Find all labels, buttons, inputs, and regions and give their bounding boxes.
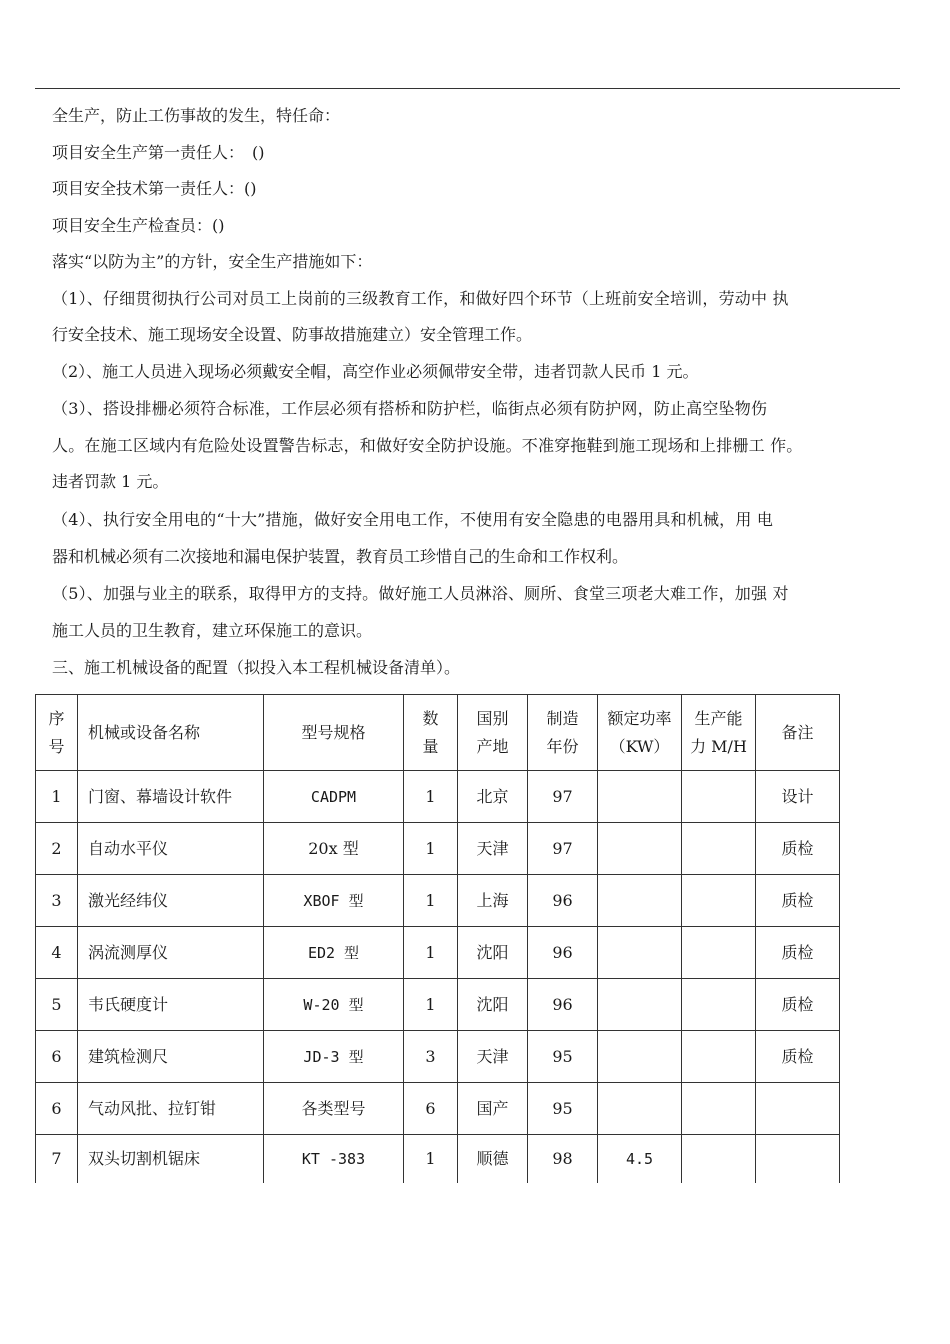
header-rule <box>35 88 900 89</box>
cell-model: KT -383 <box>264 1135 404 1184</box>
cell-model: W-20 型 <box>264 979 404 1031</box>
header-origin: 国别 产地 <box>458 695 528 771</box>
cell-year: 97 <box>528 823 598 875</box>
cell-year: 98 <box>528 1135 598 1184</box>
cell-no: 1 <box>36 771 78 823</box>
cell-model: 各类型号 <box>264 1083 404 1135</box>
cell-name: 双头切割机锯床 <box>78 1135 264 1184</box>
cell-qty: 6 <box>404 1083 458 1135</box>
table-row <box>36 823 840 875</box>
cell-capacity <box>682 1031 756 1083</box>
cell-name: 建筑检测尺 <box>78 1031 264 1083</box>
paragraph-measure-5-line-1: （5）、加强与业主的联系，取得甲方的支持。做好施工人员淋浴、厕所、食堂三项老大难工作，加强 对 <box>52 584 789 603</box>
table-header-row <box>36 695 840 771</box>
cell-year: 96 <box>528 927 598 979</box>
cell-capacity <box>682 823 756 875</box>
cell-name: 自动水平仪 <box>78 823 264 875</box>
cell-remark <box>756 1083 840 1135</box>
cell-origin: 国产 <box>458 1083 528 1135</box>
paragraph-technical-responsible: 项目安全技术第一责任人：() <box>52 179 257 198</box>
table-row <box>36 875 840 927</box>
cell-no: 7 <box>36 1135 78 1184</box>
cell-power <box>598 1031 682 1083</box>
cell-capacity <box>682 1135 756 1184</box>
cell-model: ED2 型 <box>264 927 404 979</box>
cell-capacity <box>682 1083 756 1135</box>
cell-name: 韦氏硬度计 <box>78 979 264 1031</box>
cell-remark: 设计 <box>756 771 840 823</box>
table-row <box>36 1031 840 1083</box>
cell-origin: 上海 <box>458 875 528 927</box>
header-remark: 备注 <box>756 695 840 771</box>
cell-qty: 1 <box>404 771 458 823</box>
cell-year: 95 <box>528 1083 598 1135</box>
cell-power <box>598 771 682 823</box>
paragraph-measure-4-line-1: （4）、执行安全用电的“十大”措施，做好安全用电工作，不使用有安全隐患的电器用具和机械，用 电 <box>52 510 774 529</box>
cell-year: 95 <box>528 1031 598 1083</box>
cell-model: 20x 型 <box>264 823 404 875</box>
header-no: 序 号 <box>36 695 78 771</box>
paragraph-measure-2: （2）、施工人员进入现场必须戴安全帽，高空作业必须佩带安全带，违者罚款人民币 1 元。 <box>52 362 699 381</box>
paragraph-measure-1-line-2: 行安全技术、施工现场安全设置、防事故措施建立）安全管理工作。 <box>52 325 533 344</box>
cell-capacity <box>682 875 756 927</box>
cell-name: 门窗、幕墙设计软件 <box>78 771 264 823</box>
cell-capacity <box>682 979 756 1031</box>
cell-origin: 沈阳 <box>458 979 528 1031</box>
cell-no: 2 <box>36 823 78 875</box>
cell-remark: 质检 <box>756 1031 840 1083</box>
cell-qty: 1 <box>404 927 458 979</box>
table-row <box>36 1083 840 1135</box>
cell-power <box>598 979 682 1031</box>
cell-power <box>598 1083 682 1135</box>
cell-name: 涡流测厚仪 <box>78 927 264 979</box>
cell-no: 6 <box>36 1031 78 1083</box>
paragraph-production-responsible: 项目安全生产第一责任人： () <box>52 143 265 162</box>
cell-remark: 质检 <box>756 875 840 927</box>
cell-name: 气动风批、拉钉钳 <box>78 1083 264 1135</box>
cell-qty: 3 <box>404 1031 458 1083</box>
cell-power <box>598 823 682 875</box>
cell-capacity <box>682 771 756 823</box>
cell-year: 97 <box>528 771 598 823</box>
cell-no: 6 <box>36 1083 78 1135</box>
cell-power <box>598 875 682 927</box>
cell-year: 96 <box>528 979 598 1031</box>
cell-remark: 质检 <box>756 979 840 1031</box>
cell-model: CADPM <box>264 771 404 823</box>
equipment-table <box>35 694 840 1183</box>
cell-power <box>598 927 682 979</box>
header-capacity: 生产能 力 M/H <box>682 695 756 771</box>
cell-origin: 天津 <box>458 823 528 875</box>
paragraph-measure-3-line-2: 人。在施工区域内有危险处设置警告标志，和做好安全防护设施。不准穿拖鞋到施工现场和上排栅工 作。 <box>52 436 803 455</box>
cell-remark: 质检 <box>756 927 840 979</box>
cell-no: 4 <box>36 927 78 979</box>
paragraph-measure-1-line-1: （1）、仔细贯彻执行公司对员工上岗前的三级教育工作，和做好四个环节（上班前安全培训，劳动中 执 <box>52 289 789 308</box>
cell-qty: 1 <box>404 1135 458 1184</box>
cell-qty: 1 <box>404 823 458 875</box>
cell-remark: 质检 <box>756 823 840 875</box>
cell-origin: 天津 <box>458 1031 528 1083</box>
header-power: 额定功率 （KW） <box>598 695 682 771</box>
header-name: 机械或设备名称 <box>78 695 264 771</box>
header-model: 型号规格 <box>264 695 404 771</box>
cell-model: XBOF 型 <box>264 875 404 927</box>
table-row <box>36 979 840 1031</box>
table-row <box>36 1135 840 1184</box>
cell-model: JD-3 型 <box>264 1031 404 1083</box>
paragraph-prevention-policy: 落实“以防为主”的方针，安全生产措施如下： <box>52 252 373 271</box>
cell-year: 96 <box>528 875 598 927</box>
cell-origin: 北京 <box>458 771 528 823</box>
paragraph-measure-5-line-2: 施工人员的卫生教育，建立环保施工的意识。 <box>52 621 373 640</box>
cell-capacity <box>682 927 756 979</box>
table-row <box>36 927 840 979</box>
cell-no: 3 <box>36 875 78 927</box>
cell-qty: 1 <box>404 979 458 1031</box>
table-row <box>36 771 840 823</box>
header-qty: 数 量 <box>404 695 458 771</box>
cell-qty: 1 <box>404 875 458 927</box>
cell-origin: 沈阳 <box>458 927 528 979</box>
header-year: 制造 年份 <box>528 695 598 771</box>
cell-remark <box>756 1135 840 1184</box>
paragraph-inspector: 项目安全生产检查员：() <box>52 216 225 235</box>
cell-power: 4.5 <box>598 1135 682 1184</box>
section-heading-equipment: 三、施工机械设备的配置（拟投入本工程机械设备清单）。 <box>52 658 461 677</box>
cell-origin: 顺德 <box>458 1135 528 1184</box>
paragraph-measure-3-line-1: （3）、搭设排栅必须符合标准，工作层必须有搭桥和防护栏，临街点必须有防护网，防止高空坠物伤 <box>52 399 768 418</box>
paragraph-appointment-intro: 全生产，防止工伤事故的发生，特任命： <box>52 106 341 125</box>
paragraph-measure-3-line-3: 违者罚款 1 元。 <box>52 472 169 491</box>
cell-no: 5 <box>36 979 78 1031</box>
paragraph-measure-4-line-2: 器和机械必须有二次接地和漏电保护装置，教育员工珍惜自己的生命和工作权利。 <box>52 547 629 566</box>
cell-name: 激光经纬仪 <box>78 875 264 927</box>
